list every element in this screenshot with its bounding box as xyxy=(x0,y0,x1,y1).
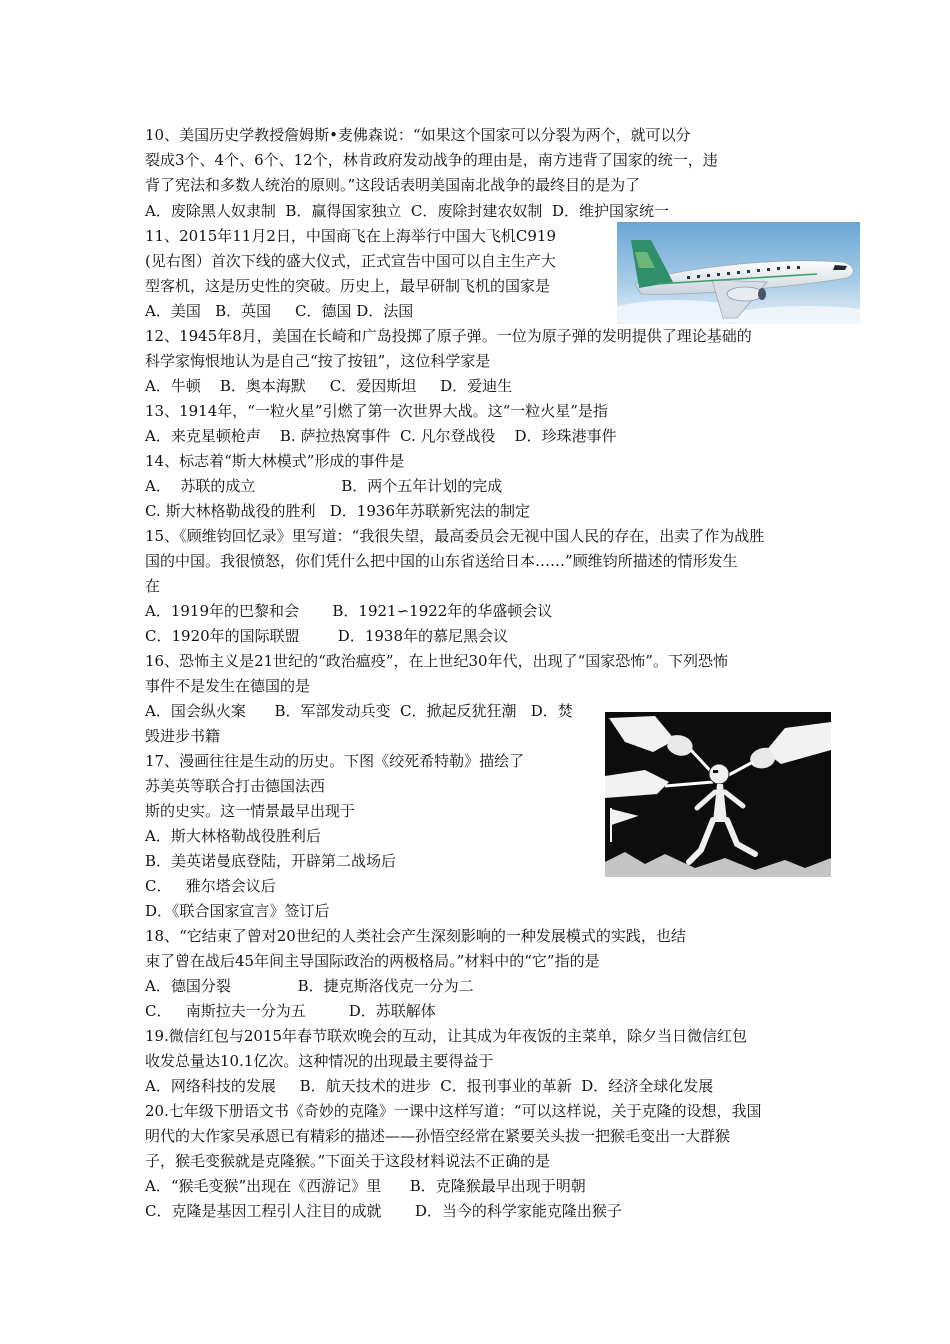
question-16-stem-line-1: 16、恐怖主义是21世纪的“政治瘟疫”，在上世纪30年代，出现了“国家恐怖”。下列恐怖 xyxy=(145,652,728,670)
cartoon-icon xyxy=(605,712,831,877)
question-11-stem-line-1: 11、2015年11月2日，中国商飞在上海举行中国大飞机C919 xyxy=(145,227,557,245)
question-19-stem-line-1: 19.微信红包与2015年春节联欢晚会的互动，让其成为年夜饭的主菜单，除夕当日微信红包 xyxy=(145,1027,748,1045)
question-15-options-cd: C．1920年的国际联盟 D．1938年的慕尼黑会议 xyxy=(145,627,508,645)
question-10-options: A．废除黑人奴隶制 B．赢得国家独立 C．废除封建农奴制 D．维护国家统一 xyxy=(145,202,669,220)
question-11-stem-line-3: 型客机，这是历史性的突破。历史上，最早研制飞机的国家是 xyxy=(145,277,551,295)
question-19-stem-line-2: 收发总量达10.1亿次。这种情况的出现最主要得益于 xyxy=(145,1052,494,1070)
hang-hitler-cartoon xyxy=(605,712,831,877)
question-20-options-ab: A．“猴毛变猴”出现在《西游记》里 B．克隆猴最早出现于明朝 xyxy=(145,1177,586,1195)
question-10-stem-line-1: 10、美国历史学教授詹姆斯•麦佛森说：“如果这个国家可以分裂为两个，就可以分 xyxy=(145,126,691,144)
question-18-stem-line-2: 束了曾在战后45年间主导国际政治的两极格局。”材料中的“它”指的是 xyxy=(145,952,600,970)
question-17-stem-line-3: 斯的史实。这一情景最早出现于 xyxy=(145,802,356,820)
question-14-options-cd: C. 斯大林格勒战役的胜利 D．1936年苏联新宪法的制定 xyxy=(145,502,530,520)
question-16-options: A．国会纵火案 B．军部发动兵变 C．掀起反犹狂潮 D．焚 xyxy=(145,702,573,720)
question-12-stem-line-1: 12、1945年8月，美国在长崎和广岛投掷了原子弹。一位为原子弹的发明提供了理论基础的 xyxy=(145,327,752,345)
question-10-stem-line-3: 背了宪法和多数人统治的原则。”这段话表明美国南北战争的最终目的是为了 xyxy=(145,176,641,194)
question-12-options: A．牛顿 B．奥本海默 C．爱因斯坦 D．爱迪生 xyxy=(145,377,513,395)
question-18-stem-line-1: 18、“它结束了曾对20世纪的人类社会产生深刻影响的一种发展模式的实践，也结 xyxy=(145,927,686,945)
question-20-options-cd: C．克隆是基因工程引人注目的成就 D．当今的科学家能克隆出猴子 xyxy=(145,1202,622,1220)
question-20-stem-line-2: 明代的大作家吴承恩已有精彩的描述——孙悟空经常在紧要关头拔一把猴毛变出一大群猴 xyxy=(145,1127,731,1145)
question-15-options-ab: A．1919年的巴黎和会 B．1921∽1922年的华盛顿会议 xyxy=(145,602,553,620)
question-12-stem-line-2: 科学家悔恨地认为是自己“按了按钮”，这位科学家是 xyxy=(145,352,491,370)
question-17-option-a: A．斯大林格勒战役胜利后 xyxy=(145,827,321,845)
question-15-stem-line-1: 15、《顾维钧回忆录》里写道：“我很失望，最高委员会无视中国人民的存在，出卖了作为战胜 xyxy=(145,527,765,545)
question-17-option-b: B．美英诺曼底登陆，开辟第二战场后 xyxy=(145,852,397,870)
question-17-stem-line-1: 17、漫画往往是生动的历史。下图《绞死希特勒》描绘了 xyxy=(145,752,525,770)
question-11-options: A．美国 B．英国 C．德国 D．法国 xyxy=(145,302,414,320)
question-14-stem: 14、标志着“斯大林模式”形成的事件是 xyxy=(145,452,405,470)
question-20-stem-line-3: 子，猴毛变猴就是克隆猴。”下面关于这段材料说法不正确的是 xyxy=(145,1152,551,1170)
question-16-options-cont: 毁进步书籍 xyxy=(145,727,221,745)
question-13-options: A．来克星顿枪声 B. 萨拉热窝事件 C. 凡尔登战役 D．珍珠港事件 xyxy=(145,427,617,445)
question-20-stem-line-1: 20.七年级下册语文书《奇妙的克隆》一课中这样写道：“可以这样说，关于克隆的设想，我国 xyxy=(145,1102,762,1120)
question-10-stem-line-2: 裂成3个、4个、6个、12个，林肯政府发动战争的理由是，南方违背了国家的统一，违 xyxy=(145,151,718,169)
question-16-stem-line-2: 事件不是发生在德国的是 xyxy=(145,677,311,695)
airplane-icon xyxy=(617,222,860,324)
question-17-option-d: D．《联合国家宣言》签订后 xyxy=(145,902,330,920)
question-17-option-c: C． 雅尔塔会议后 xyxy=(145,877,276,895)
question-14-options-ab: A． 苏联的成立 B．两个五年计划的完成 xyxy=(145,477,503,495)
question-15-stem-line-3: 在 xyxy=(145,577,161,595)
question-15-stem-line-2: 国的中国。我很愤怒，你们凭什么把中国的山东省送给日本……”顾维钧所描述的情形发生 xyxy=(145,552,738,570)
question-19-options: A．网络科技的发展 B．航天技术的进步 C．报刊事业的革新 D．经济全球化发展 xyxy=(145,1077,714,1095)
question-13-stem: 13、1914年，“一粒火星”引燃了第一次世界大战。这“一粒火星”是指 xyxy=(145,402,608,420)
question-18-options-cd: C． 南斯拉夫一分为五 D．苏联解体 xyxy=(145,1002,436,1020)
question-17-stem-line-2: 苏美英等联合打击德国法西 xyxy=(145,777,326,795)
question-11-stem-line-2: (见右图）首次下线的盛大仪式，正式宣告中国可以自主生产大 xyxy=(145,252,556,270)
question-18-options-ab: A．德国分裂 B．捷克斯洛伐克一分为二 xyxy=(145,977,474,995)
c919-airplane-photo xyxy=(617,222,860,324)
